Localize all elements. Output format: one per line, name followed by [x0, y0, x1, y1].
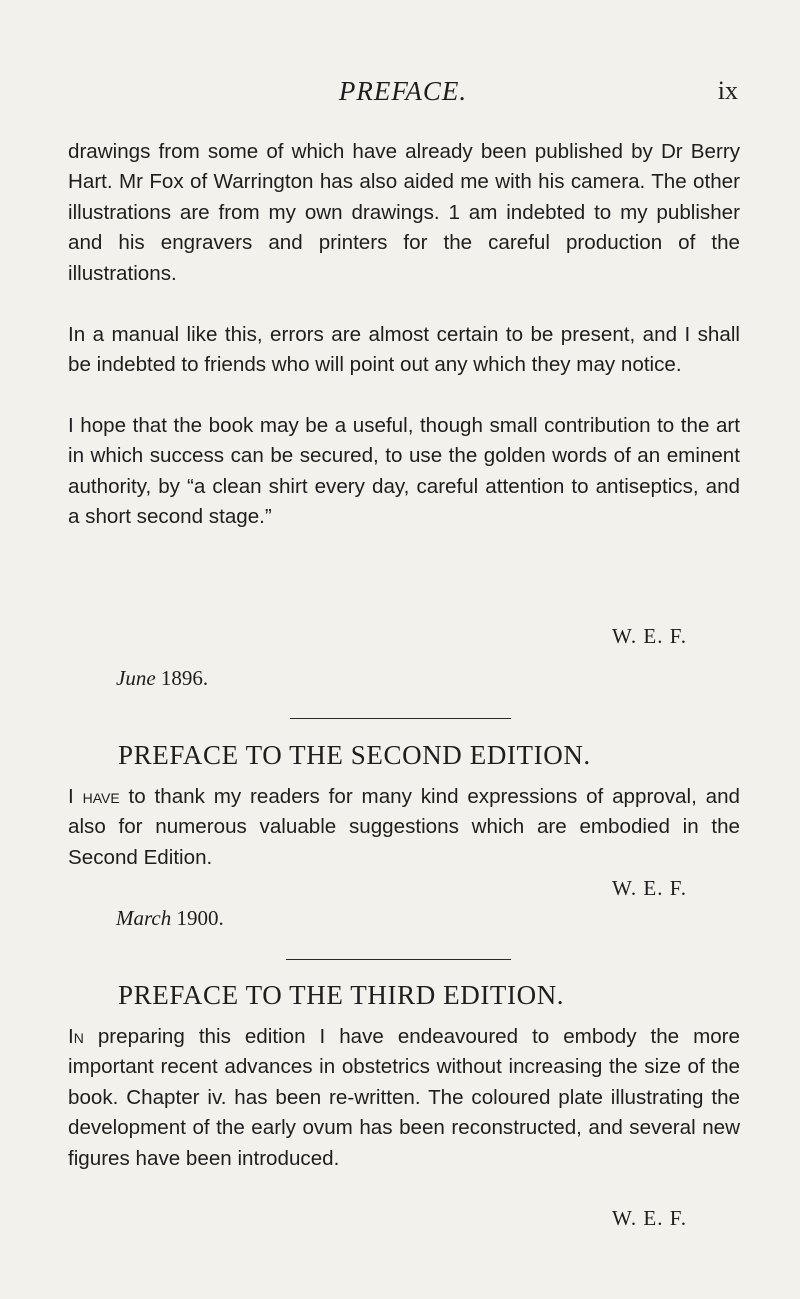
- running-head: [68, 76, 738, 110]
- date-year: 1896.: [160, 666, 209, 690]
- page-number: ix: [717, 76, 738, 105]
- date-year: 1900.: [176, 906, 224, 930]
- date-first: [116, 666, 208, 691]
- date-second: [116, 906, 224, 931]
- running-title: PREFACE.: [338, 76, 468, 106]
- date-month: June: [116, 666, 156, 690]
- paragraph-body: preparing this edition I have endeavoured to embody the more important recent advances in obstetrics without increasing the size of the book. Chapter iv. has been re-written. The coloured plate illustrating the development of the early ovum has been reconstructed, and several new figures have been introduced.: [68, 1025, 740, 1170]
- heading-third-edition: PREFACE TO THE THIRD EDITION.: [118, 980, 565, 1010]
- paragraph-second-edition: [68, 782, 740, 873]
- lead-word: have: [82, 785, 120, 808]
- date-month: March: [116, 906, 172, 930]
- paragraph-third-edition: [68, 1022, 740, 1174]
- signature-third: W. E. F.: [612, 1206, 687, 1230]
- signature-second: W. E. F.: [612, 876, 687, 900]
- paragraph-body: to thank my readers for many kind expressions of approval, and also for numerous valuable suggestions which are embodied in the Second Edition.: [68, 785, 740, 869]
- signature-first: W. E. F.: [612, 624, 687, 648]
- lead-letter: I: [68, 785, 74, 808]
- lead-word: In: [68, 1025, 84, 1048]
- paragraph-errors: In a manual like this, errors are almost certain to be present, and I shall be indebted to friends who will point out any which they may notice.: [68, 323, 740, 377]
- section-divider: [290, 718, 511, 719]
- paragraph-illustrations: drawings from some of which have already been published by Dr Berry Hart. Mr Fox of Warrington has also aided me with his camera. The other illustrations are from my own drawings. 1 am indebted to my publisher and his engravers and printers for the careful production of the illustrations.: [68, 140, 740, 285]
- heading-second-edition: PREFACE TO THE SECOND EDITION.: [118, 740, 591, 770]
- paragraph-hope: I hope that the book may be a useful, though small contribution to the art in which success can be secured, to use the golden words of an eminent authority, by “a clean shirt every day, careful attention to antiseptics, and a short second stage.”: [68, 414, 740, 529]
- section-divider: [286, 959, 511, 960]
